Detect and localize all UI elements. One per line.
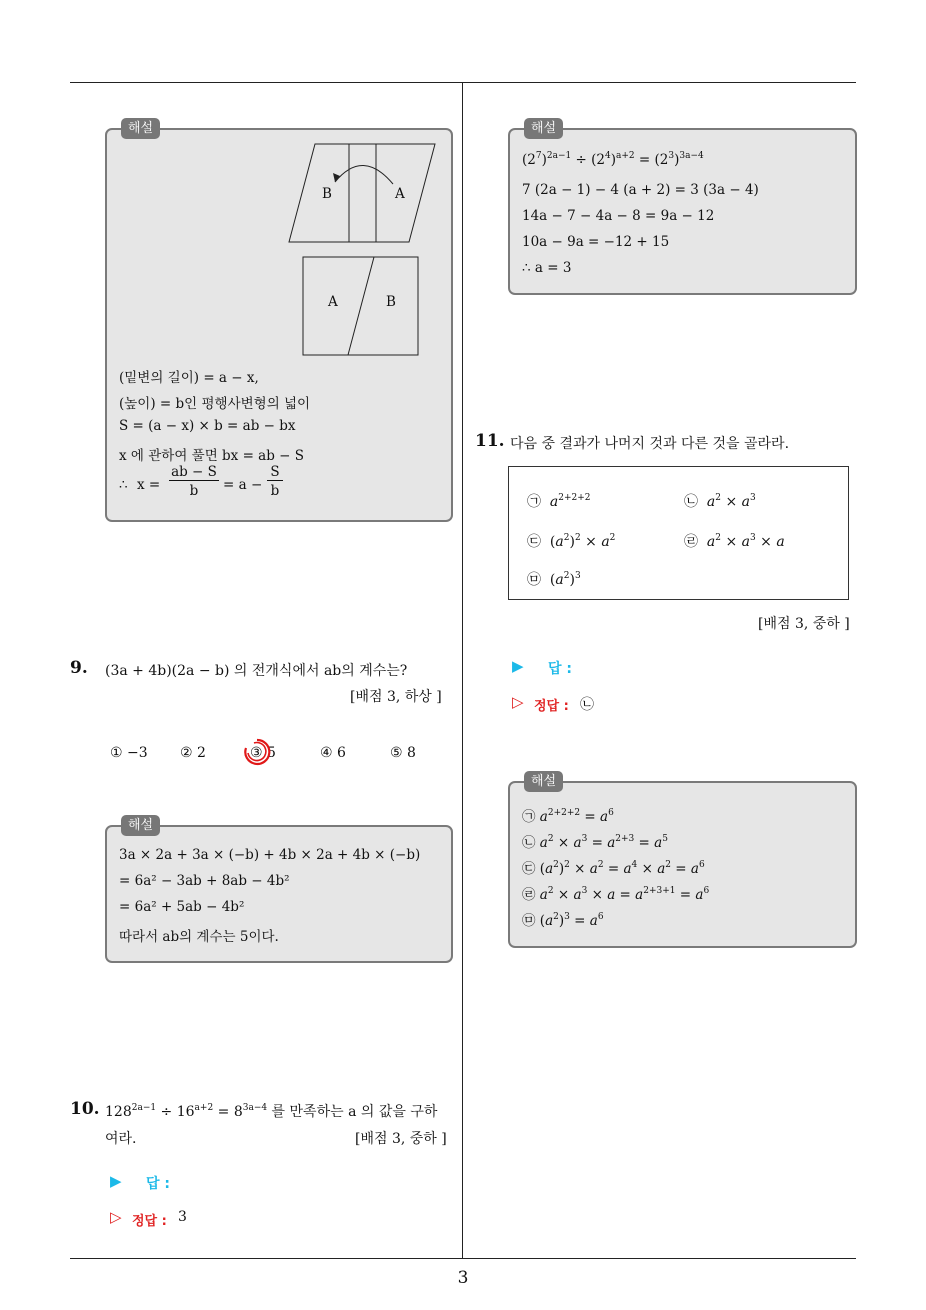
question-number: 9. [70,658,88,678]
choice-d[interactable]: ㉣ $a^2 \times a^3 \times a$ [684,533,785,550]
solution-line: 7 (2a − 1) − 4 (a + 2) = 3 (3a − 4) [522,182,759,198]
question-rest: 의 전개식에서 ab의 계수는? [233,663,408,679]
correct-label: 정답 : [534,699,569,714]
answer-label: 답 : [548,661,572,677]
correct-arrow-icon: ▷ [512,693,524,711]
option-1[interactable]: ① −3 [110,745,148,761]
mark-c: ㉢ [522,861,536,877]
solution-line: 따라서 ab의 계수는 5이다. [119,929,279,945]
fraction-numerator: S [267,464,283,481]
points-label: [배점 3, 중하 ] [355,1131,447,1147]
option-5[interactable]: ⑤ 8 [390,745,416,761]
question-number: 11. [475,431,505,451]
option-3[interactable]: ③ 5 [250,745,276,761]
column-divider [462,83,463,1259]
figure-label-a2: A [328,294,338,310]
explanation-tag: 해설 [524,118,563,139]
mark-e: ㉤ [522,913,536,929]
solution-line: ㉠ $a^{2+2+2} = a^6$ [522,808,614,825]
question-text: 다음 중 결과가 나머지 것과 다른 것을 골라라. [510,436,790,452]
solution-line: 10a − 9a = −12 + 15 [522,234,670,250]
solution-box-q10 [508,121,857,295]
figure-label-b1: B [322,186,332,202]
solution-line: = 6a² + 5ab − 4b² [119,899,245,915]
option-4[interactable]: ④ 6 [320,745,346,761]
figure-label-b2: B [386,294,396,310]
solution-line: 14a − 7 − 4a − 8 = 9a − 12 [522,208,715,224]
question-rest: 를 만족하는 a 의 값을 구하 [271,1104,438,1120]
answer-label: 답 : [146,1176,170,1192]
solution-line: (밑변의 길이) = a − x, [119,370,259,386]
solution-line: $(2^7)^{2a-1} \div (2^4)^{a+2} = (2^3)^{3a-4}$ [522,151,704,168]
therefore-symbol: ∴ [119,477,128,493]
top-rule [70,82,856,83]
explanation-tag: 해설 [121,815,160,836]
question-text [105,660,407,680]
correct-label: 정답 : [132,1214,167,1229]
solution-line: = 6a² − 3ab + 8ab − 4b² [119,873,290,889]
choice-c[interactable]: ㉢ $(a^2)^2 \times a^2$ [527,533,616,550]
option-2[interactable]: ② 2 [180,745,206,761]
solution-line: ㉣ $a^2 \times a^3 \times a = a^{2+3+1} = a^6$ [522,886,710,903]
choice-b[interactable]: ㉡ $a^2 \times a^3$ [684,493,756,510]
fraction-denominator: b [189,483,199,499]
question-number: 10. [70,1099,100,1119]
solution-box-q11 [508,774,857,948]
solution-line: ㉢ $(a^2)^2 \times a^2 = a^4 \times a^2 = a^6$ [522,860,705,877]
solution-line: x 에 관하여 풀면 bx = ab − S [119,448,305,464]
solution-line: 3a × 2a + 3a × (−b) + 4b × 2a + 4b × (−b) [119,847,421,863]
solution-line: S = (a − x) × b = ab − bx [119,418,296,434]
choice-e[interactable]: ㉤ $(a^2)^3$ [527,571,581,588]
solution-box-q8 [105,121,453,522]
answer-arrow-icon: ▶ [512,657,524,675]
figure-label-a1: A [395,186,405,202]
choice-box [508,466,849,600]
explanation-tag: 해설 [524,771,563,792]
solution-line: ㉤ $(a^2)^3 = a^6$ [522,912,604,929]
selected-answer-circle-icon [242,737,272,767]
fraction-numerator: ab − S [169,464,219,481]
question-text-line2: 여라. [105,1131,137,1147]
question-math: (3a + 4b)(2a − b) [105,663,230,679]
question-text: $128^{2a-1} \div 16^{a+2} = 8^{3a-4}$ 를 만족하는 a 의 값을 구하 [105,1103,438,1120]
mark-a: ㉠ [522,809,536,825]
mark-d: ㉣ [522,887,536,903]
solution-line: ∴ a = 3 [522,260,572,276]
mark-b: ㉡ [522,835,536,851]
bottom-rule [70,1258,856,1259]
correct-value: ㉡ [580,697,594,713]
points-label: [배점 3, 하상 ] [350,689,442,705]
solution-line: ㉡ $a^2 \times a^3 = a^{2+3} = a^5$ [522,834,668,851]
answer-arrow-icon: ▶ [110,1172,122,1190]
fraction-denominator: b [270,483,280,499]
solution-line: (높이) = b인 평행사변형의 넓이 [119,396,311,412]
page-number: 3 [457,1268,469,1288]
correct-value: 3 [178,1209,187,1225]
correct-arrow-icon: ▷ [110,1208,122,1226]
equation-lhs: x = [137,477,161,493]
solution-box-q9 [105,818,453,963]
choice-a[interactable]: ㉠ $a^{2+2+2}$ [527,493,591,510]
points-label: [배점 3, 중하 ] [758,616,850,632]
explanation-tag: 해설 [121,118,160,139]
equation-mid: = a − [223,477,263,493]
